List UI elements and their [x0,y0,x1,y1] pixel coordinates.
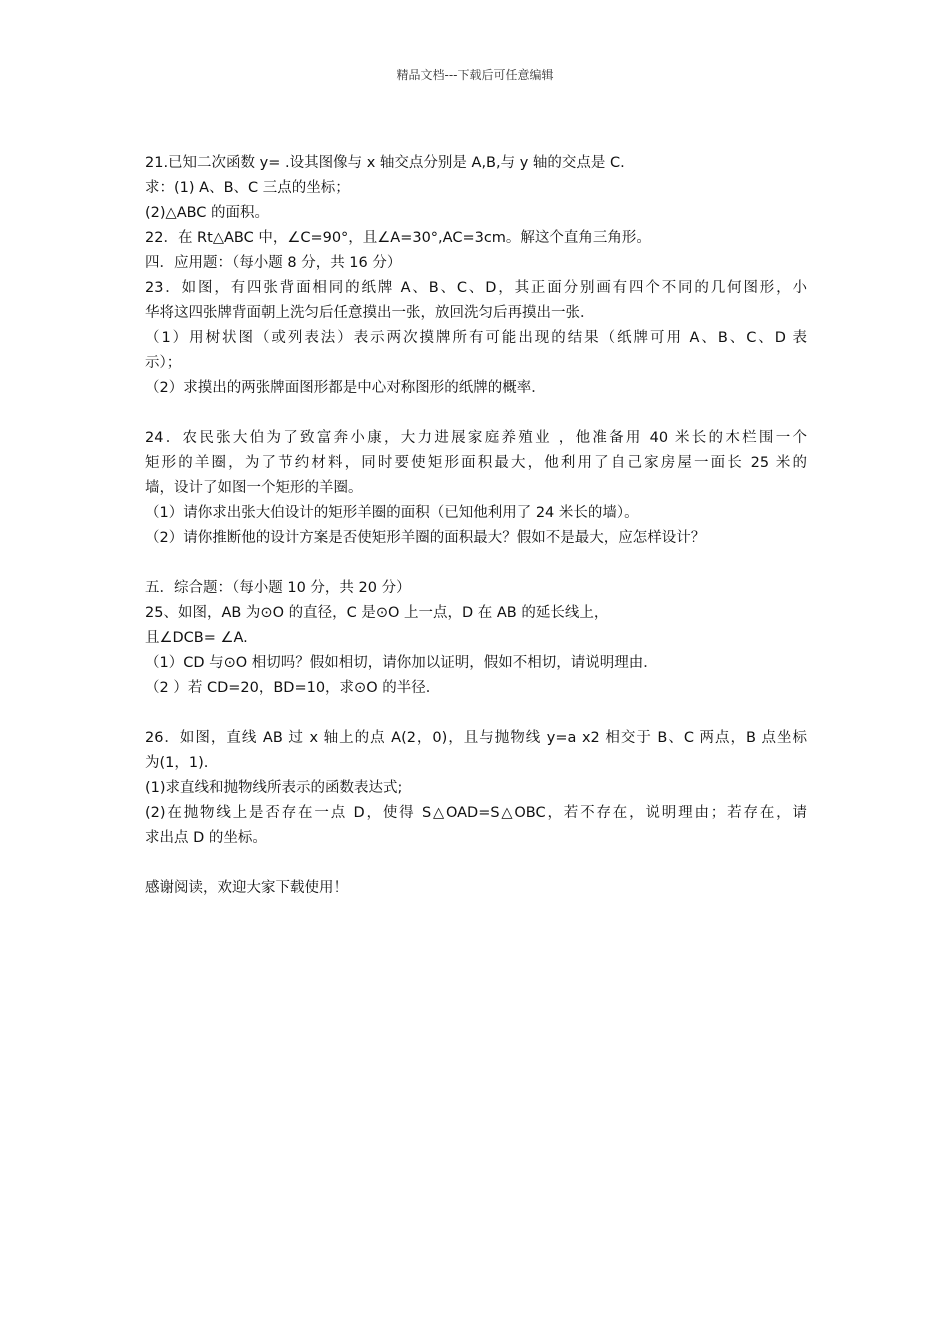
document-body [145,151,807,901]
text-line: （2）求摸出的两张牌面图形都是中心对称图形的纸牌的概率． [145,380,546,396]
text-line: （1）用树状图（或列表法）表示两次摸牌所有可能出现的结果（纸牌可用 A、B、C、D 表 [145,330,807,346]
text-line: 矩形的羊圈，为了节约材料，同时要使矩形面积最大，他利用了自己家房屋一面长 25 米的 [145,455,807,471]
text-line: 23．如图，有四张背面相同的纸牌 A、B、C、D，其正面分别画有四个不同的几何图形，小 [145,280,807,296]
text-line: 墙，设计了如图一个矩形的羊圈。 [145,480,363,496]
text-line: 华将这四张牌背面朝上洗匀后任意摸出一张，放回洗匀后再摸出一张． [145,305,595,321]
text-line: 25、如图，AB 为⊙O 的直径，C 是⊙O 上一点，D 在 AB 的延长线上， [145,605,609,621]
text-line: (2)在抛物线上是否存在一点 D，使得 S△OAD=S△OBC，若不存在，说明理由；若存在，请 [145,805,807,821]
text-line: 感谢阅读，欢迎大家下载使用！ [145,880,348,896]
text-line: （1）CD 与⊙O 相切吗？假如相切，请你加以证明，假如不相切，请说明理由． [145,655,658,671]
blank-line [145,551,807,576]
text-line: 24．农民张大伯为了致富奔小康，大力进展家庭养殖业 ，他准备用 40 米长的木栏围一个 [145,430,807,446]
blank-line [145,701,807,726]
text-line: 22．在 Rt△ABC 中，∠C=90°，且∠A=30°,AC=3cm。解这个直角三角形。 [145,230,651,246]
blank-line [145,401,807,426]
text-line: 为(1，1). [145,755,209,771]
text-line: 求出点 D 的坐标。 [145,830,267,846]
text-line: 四．应用题：（每小题 8 分，共 16 分） [145,255,402,271]
blank-line [145,851,807,876]
text-line: 求：(1) A、B、C 三点的坐标； [145,180,350,196]
text-line: (1)求直线和抛物线所表示的函数表达式; [145,780,403,796]
text-line: 26．如图，直线 AB 过 x 轴上的点 A(2，0)，且与抛物线 y=a x2 相交于 B、C 两点，B 点坐标 [145,730,807,746]
page-header: 精品文档---下载后可任意编辑 [396,68,554,82]
text-line: 21.已知二次函数 y= .设其图像与 x 轴交点分别是 A,B,与 y 轴的交点是 C. [145,155,625,171]
text-line: （2）请你推断他的设计方案是否使矩形羊圈的面积最大？假如不是最大，应怎样设计？ [145,530,706,546]
text-line: (2)△ABC 的面积。 [145,205,270,221]
text-line: 且∠DCB= ∠A. [145,630,248,646]
text-line: 示）； [145,355,182,371]
text-line: （2 ）若 CD=20，BD=10，求⊙O 的半径． [145,680,441,696]
text-line: 五．综合题：（每小题 10 分，共 20 分） [145,580,411,596]
text-line: （1）请你求出张大伯设计的矩形羊圈的面积（已知他利用了 24 米长的墙）。 [145,505,639,521]
